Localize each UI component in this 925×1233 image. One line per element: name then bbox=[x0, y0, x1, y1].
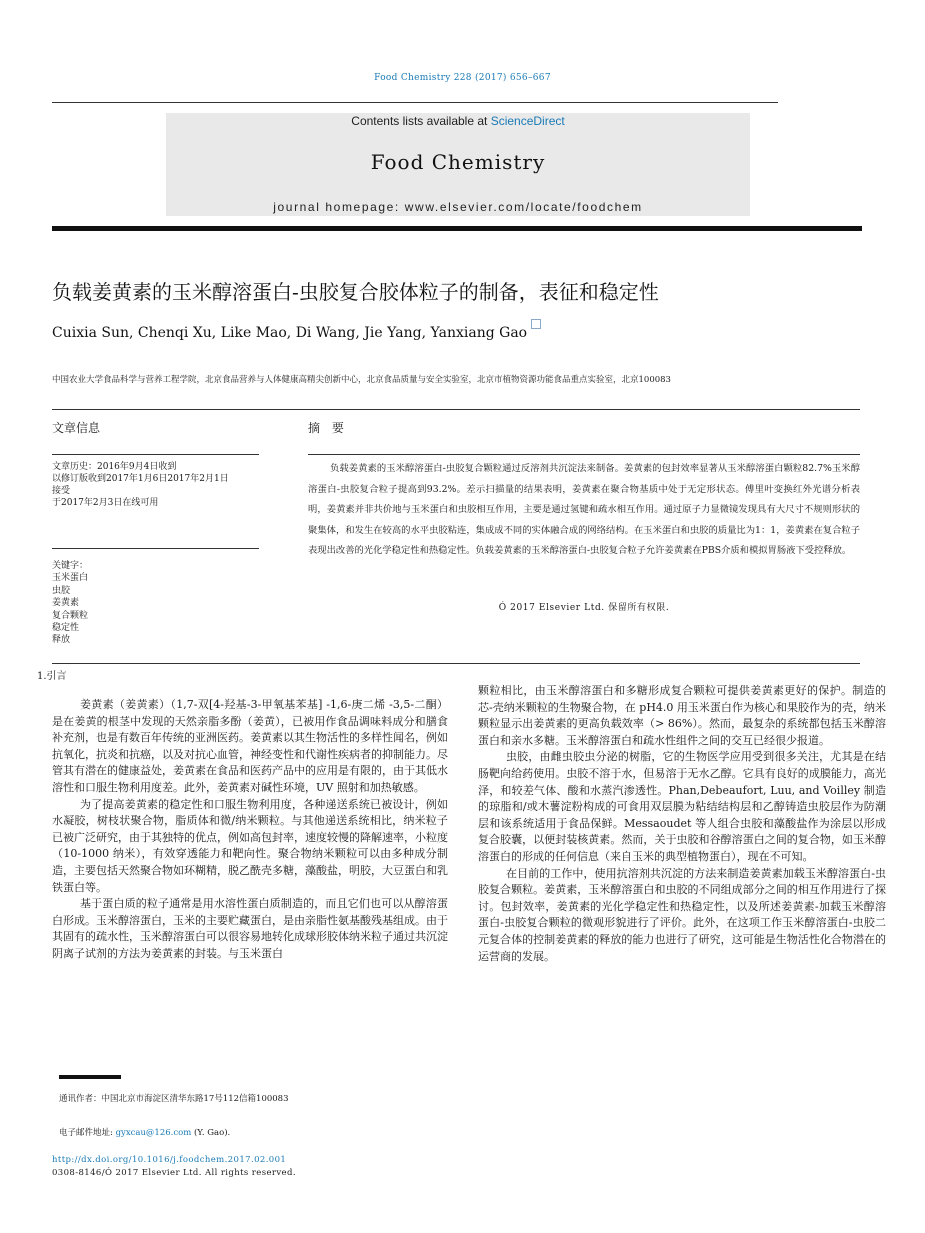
keywords-rule bbox=[52, 548, 259, 549]
keywords-label: 关键字： bbox=[52, 561, 89, 571]
keyword: 姜黄素 bbox=[52, 598, 80, 609]
correspondence-note: 通讯作者：中国北京市海淀区清华东路17号112信箱100083 bbox=[59, 1094, 289, 1104]
issn-rights: 0308-8146/Ó 2017 Elsevier Ltd. All rights reserved. bbox=[52, 1168, 296, 1178]
article-info-heading: 文章信息 bbox=[52, 421, 101, 435]
header-thick-rule bbox=[52, 226, 862, 231]
keyword: 稳定性 bbox=[52, 623, 80, 634]
keyword: 释放 bbox=[52, 635, 71, 646]
corresponding-author-icon[interactable] bbox=[531, 319, 541, 329]
keyword: 复合颗粒 bbox=[52, 610, 89, 621]
contents-prefix: Contents lists available at bbox=[351, 114, 491, 128]
authors-text: Cuixia Sun, Chenqi Xu, Like Mao, Di Wang, Jie Yang, Yanxiang Gao bbox=[52, 325, 528, 341]
keyword: 虫胶 bbox=[52, 585, 71, 596]
contents-line bbox=[166, 114, 750, 128]
footnote-bar bbox=[59, 1075, 121, 1079]
history-line: 于2017年2月3日在线可用 bbox=[52, 498, 159, 508]
email-label: 电子邮件地址: bbox=[59, 1128, 116, 1138]
info-divider bbox=[52, 409, 860, 410]
abstract-heading: 摘 要 bbox=[308, 421, 348, 435]
keywords bbox=[52, 560, 88, 647]
abstract-bottom-divider bbox=[52, 663, 860, 664]
email-link[interactable]: gyxcau@126.com bbox=[115, 1128, 192, 1138]
affiliation: 中国农业大学食品科学与营养工程学院，北京食品营养与人体健康高精尖创新中心，北京食品质量与安全实验室，北京市植物资源功能食品重点实验室，北京100083 bbox=[52, 375, 671, 385]
journal-title: Food Chemistry bbox=[370, 150, 546, 174]
paragraph: 颗粒相比，由玉米醇溶蛋白和多糖形成复合颗粒可提供姜黄素更好的保护。制造的芯-壳纳米颗粒的生物聚合物，在 pH4.0 用玉米蛋白作为核心和果胶作为的壳，纳米颗粒显示出姜黄素的更高负载效率（> 86%）。然而，最复杂的系统都包括玉米醇溶蛋白和亲水多糖。玉米醇溶蛋白和疏水性组件之间的交互已经很少报道。 bbox=[478, 684, 886, 747]
abstract-rule bbox=[308, 454, 860, 455]
header-divider bbox=[52, 102, 778, 103]
paragraph: 虫胶，由雌虫胶虫分泌的树脂，它的生物医学应用受到很多关注，尤其是在结肠靶向给药使用。虫胶不溶于水，但易溶于无水乙醇。它具有良好的成膜能力，高光泽，和较差气体、酸和水蒸汽渗透性。Phan,Debeaufort, Luu, and Voilley 制造的琼脂和/或木薯淀粉构成的可食用双层膜为粘结结构层和乙醇铸造虫胶层作为防潮层和该系统适用于食品保鲜。Messaoudet 等人组合虫胶和藻酸盐作为涂层以形成复合胶囊，以便封装核黄素。然而，关于虫胶和谷醇溶蛋白之间的复合物，如玉米醇溶蛋白的形成的任何信息（来自玉米的典型植物蛋白），现在不可知。 bbox=[478, 750, 886, 863]
copyright-notice: Ó 2017 Elsevier Ltd. 保留所有权限. bbox=[498, 603, 670, 613]
doi-link[interactable]: http://dx.doi.org/10.1016/j.foodchem.2017.02.001 bbox=[52, 1155, 287, 1165]
journal-citation[interactable]: Food Chemistry 228 (2017) 656–667 bbox=[374, 73, 551, 83]
keyword: 玉米蛋白 bbox=[52, 573, 89, 584]
section-heading: 1.引言 bbox=[37, 671, 67, 682]
author-list bbox=[52, 319, 541, 341]
article-title: 负载姜黄素的玉米醇溶蛋白-虫胶复合胶体粒子的制备，表征和稳定性 bbox=[52, 280, 659, 304]
history-line: 以修订版收到2017年1月6日2017年2月1日 bbox=[52, 474, 229, 484]
sciencedirect-link[interactable]: ScienceDirect bbox=[490, 114, 565, 128]
journal-homepage[interactable]: journal homepage: www.elsevier.com/locate/foodchem bbox=[273, 200, 643, 214]
paragraph: 姜黄素（姜黄素）（1,7-双[4-羟基-3-甲氧基苯基] -1,6-庚二烯 -3,5-二酮）是在姜黄的根茎中发现的天然亲脂多酚（姜黄），已被用作食品调味料成分和膳食补充剂，也是有数百年传统的亚洲医药。姜黄素以其生物活性的多样性闻名，例如抗氧化，抗炎和抗癌，以及对抗心血管，神经变性和代谢性疾病者的抑制能力。尽管其有潜在的健康益处，姜黄素在食品和医药产品中的应用是有限的，由于其低水溶性和口服生物利用度差。此外，姜黄素对碱性环境，UV 照射和加热敏感。 bbox=[52, 698, 448, 794]
abstract-text: 负载姜黄素的玉米醇溶蛋白-虫胶复合颗粒通过反溶剂共沉淀法来制备。姜黄素的包封效率显著从玉米醇溶蛋白颗粒82.7%玉米醇溶蛋白-虫胶复合粒子提高到93.2%。差示扫描量的结果表明，姜黄素在聚合物基质中处于无定形状态。傅里叶变换红外光谱分析表明，姜黄素并非共价地与玉米蛋白和虫胶相互作用，主要是通过氢键和疏水相互作用。通过原子力显微镜发现具有大尺寸不规则形状的聚集体，和发生在较高的水平虫胶粘连，集成成不同的实体融合成的网络结构。在玉米蛋白和虫胶的质量比为1：1，姜黄素在复合粒子表现出改善的光化学稳定性和热稳定性。负载姜黄素的玉米醇溶蛋白-虫胶复合粒子允许姜黄素在PBS介质和模拟胃肠液下受控释放。 bbox=[308, 463, 860, 556]
email-suffix: (Y. Gao). bbox=[191, 1128, 231, 1138]
journal-banner bbox=[166, 113, 750, 216]
article-history bbox=[52, 461, 229, 509]
paragraph: 为了提高姜黄素的稳定性和口服生物利用度，各种递送系统已被设计，例如水凝胶，树枝状聚合物，脂质体和微/纳米颗粒。与其他递送系统相比，纳米粒子已被广泛研究，由于其独特的优点，例如高包封率，速度较慢的降解速率，小粒度（10-1000 纳米），有效穿透能力和靶向性。聚合物纳米颗粒可以由多种成分制造，主要包括天然聚合物如环糊精，脱乙酰壳多糖，藻酸盐，明胶，大豆蛋白和乳铁蛋白等。 bbox=[52, 797, 448, 894]
paragraph: 基于蛋白质的粒子通常是用水溶性蛋白质制造的，而且它们也可以从醇溶蛋白形成。玉米醇溶蛋白，玉米的主要贮藏蛋白，是由亲脂性氨基酸残基组成。由于其固有的疏水性，玉米醇溶蛋白可以很容易地转化成球形胶体纳米粒子通过共沉淀阴离子试剂的方法为姜黄素的封装。与玉米蛋白 bbox=[52, 897, 448, 960]
left-column bbox=[52, 697, 448, 963]
history-line: 接受 bbox=[52, 486, 71, 496]
email-note bbox=[59, 1126, 230, 1138]
abstract-body bbox=[308, 459, 860, 562]
info-rule bbox=[52, 454, 259, 455]
history-line: 文章历史：2016年9月4日收到 bbox=[52, 462, 177, 472]
paragraph: 在目前的工作中，使用抗溶剂共沉淀的方法来制造姜黄素加载玉米醇溶蛋白-虫胶复合颗粒。姜黄素，玉米醇溶蛋白和虫胶的不同组成部分之间的相互作用进行了探讨。包封效率，姜黄素的光化学稳定性和热稳定性，以及所述姜黄素-加载玉米醇溶蛋白-虫胶复合颗粒的微观形貌进行了评价。此外，在这项工作玉米醇溶蛋白-虫胶二元复合体的控制姜黄素的释放的能力也进行了研究，这可能是生物活性化合物潜在的运营商的发展。 bbox=[478, 866, 886, 963]
right-column bbox=[478, 683, 886, 965]
